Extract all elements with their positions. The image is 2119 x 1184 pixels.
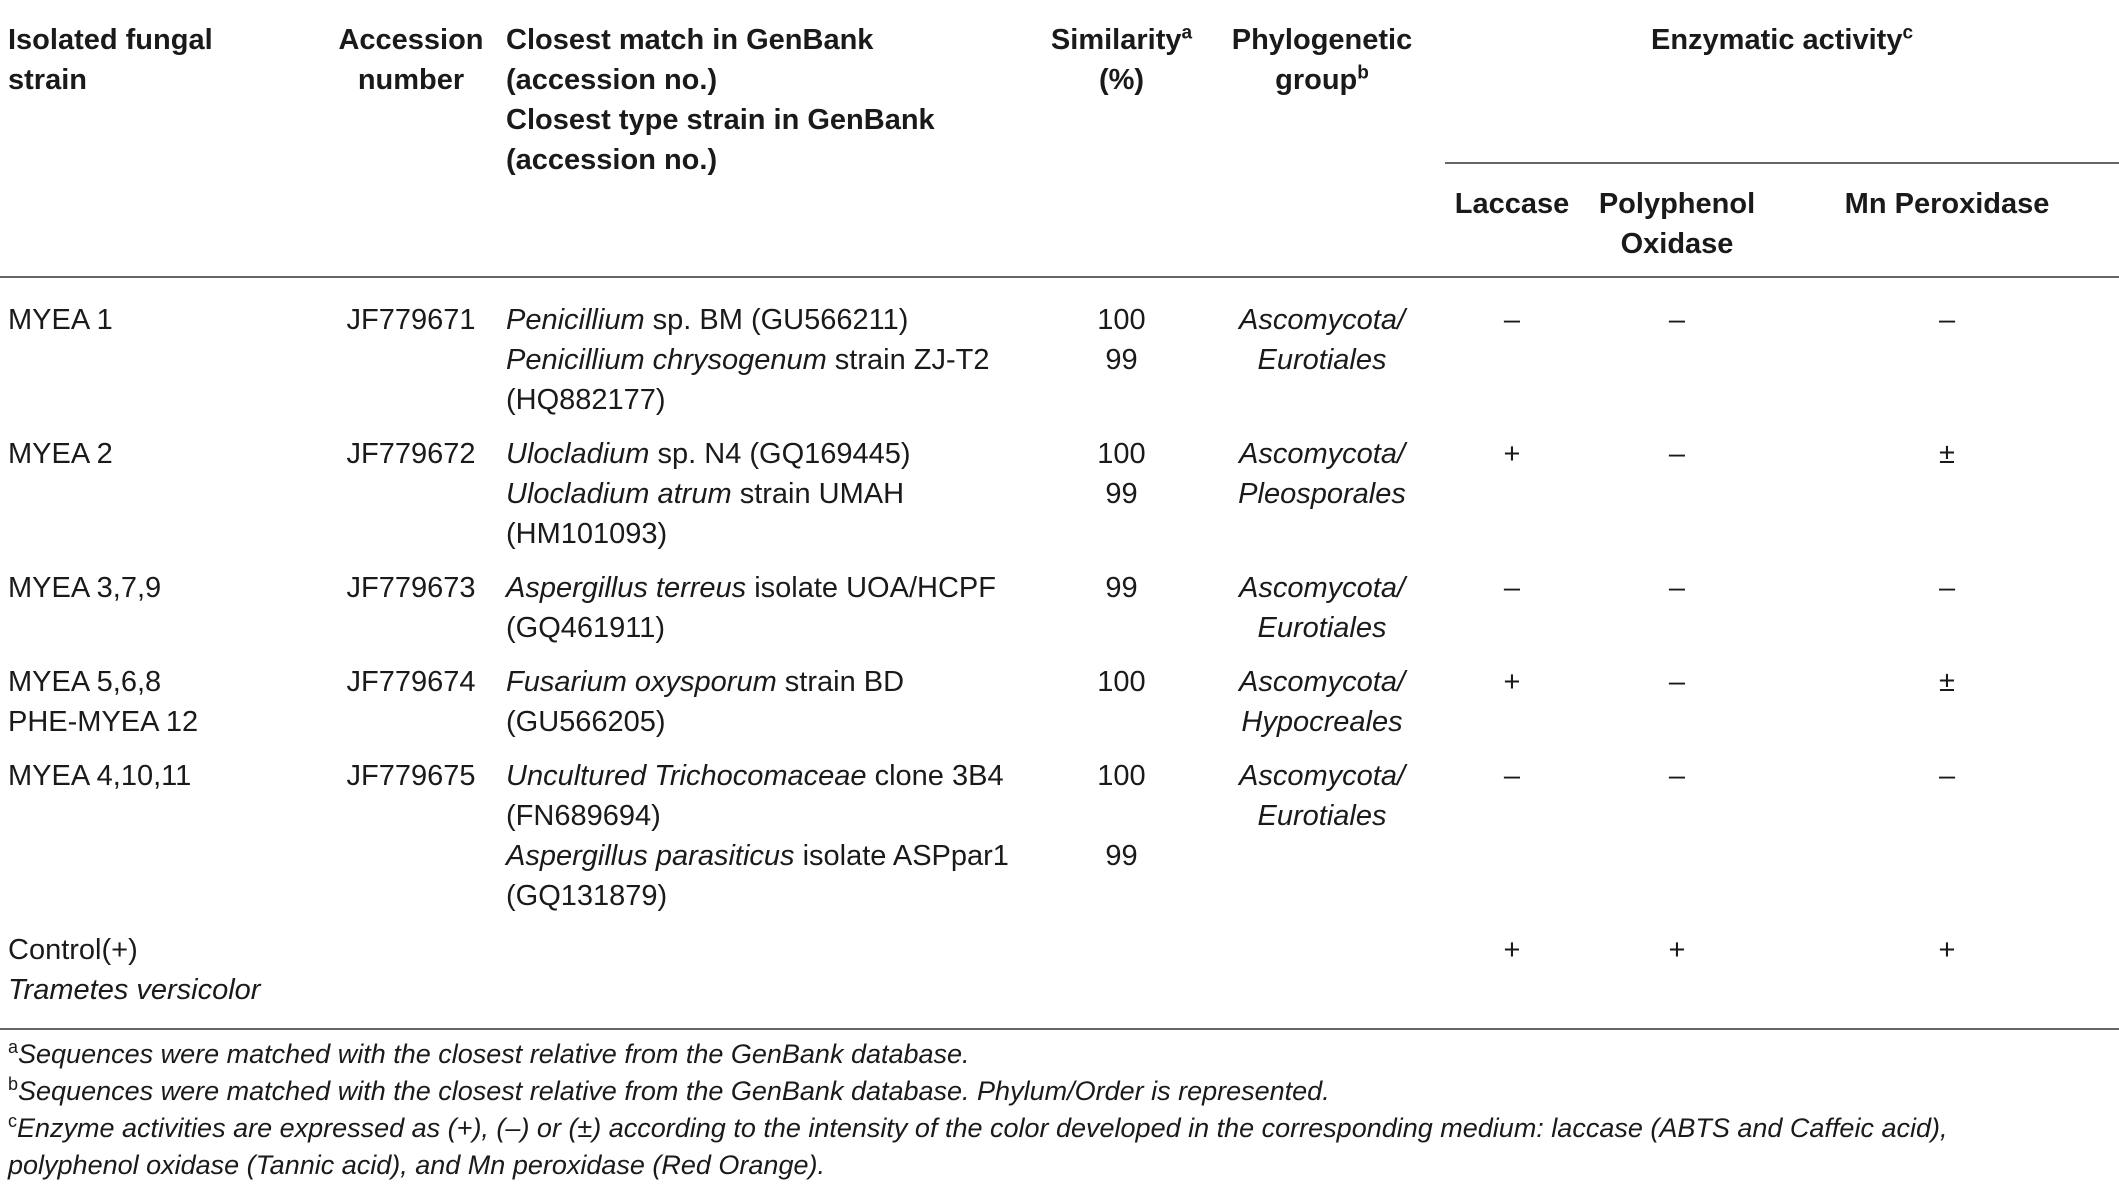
cell-polyphenol-oxidase: – xyxy=(1668,438,1686,470)
cell-similarity: 100 xyxy=(1097,666,1146,698)
cell-strain: MYEA 4,10,11 xyxy=(8,760,192,792)
table-row xyxy=(0,554,2119,648)
cell-accession: JF779671 xyxy=(346,304,476,336)
table-row xyxy=(0,916,2119,1010)
cell-closest-match: Fusarium oxysporum strain BD (GU566205) xyxy=(506,666,905,738)
cell-phylogenetic-group: Ascomycota/ Eurotiales xyxy=(1239,760,1405,832)
cell-strain: MYEA 1 xyxy=(8,304,113,336)
cell-phylogenetic-group xyxy=(1199,916,1445,1010)
cell-polyphenol-oxidase: + xyxy=(1668,934,1686,966)
table-row xyxy=(0,648,2119,742)
cell-mn-peroxidase: ± xyxy=(1939,666,1955,698)
header-accession: Accession number xyxy=(338,24,484,96)
cell-mn-peroxidase: – xyxy=(1938,572,1956,604)
cell-laccase: – xyxy=(1503,304,1521,336)
cell-closest-match: Ulocladium sp. N4 (GQ169445) Ulocladium atrum strain UMAH (HM101093) xyxy=(506,438,911,550)
header-mn-peroxidase: Mn Peroxidase xyxy=(1775,163,2119,277)
cell-polyphenol-oxidase: – xyxy=(1668,572,1686,604)
cell-similarity: 99 xyxy=(1105,572,1138,604)
cell-accession xyxy=(316,916,506,1010)
cell-accession: JF779673 xyxy=(346,572,476,604)
cell-laccase: – xyxy=(1503,760,1521,792)
header-laccase: Laccase xyxy=(1445,163,1579,277)
cell-similarity: 100 99 xyxy=(1097,304,1146,376)
footnote-c-continued: polyphenol oxidase (Tannic acid), and Mn peroxidase (Red Orange). xyxy=(8,1150,825,1180)
header-closest-match: Closest match in GenBank (accession no.) Closest type strain in GenBank (accession no.) xyxy=(506,24,935,176)
cell-phylogenetic-group: Ascomycota/ Eurotiales xyxy=(1239,304,1405,376)
table-row xyxy=(0,742,2119,916)
cell-phylogenetic-group: Ascomycota/ Eurotiales xyxy=(1239,572,1405,644)
header-polyphenol-oxidase: Polyphenol Oxidase xyxy=(1579,163,1775,277)
cell-strain: MYEA 5,6,8 PHE-MYEA 12 xyxy=(8,666,199,738)
header-similarity: Similarity$^a$ (%) xyxy=(1050,22,1193,96)
header-row xyxy=(0,0,2119,163)
cell-polyphenol-oxidase: – xyxy=(1668,304,1686,336)
cell-phylogenetic-group: Ascomycota/ Pleosporales xyxy=(1238,438,1406,510)
cell-polyphenol-oxidase: – xyxy=(1668,760,1686,792)
cell-mn-peroxidase: – xyxy=(1938,304,1956,336)
cell-phylogenetic-group: Ascomycota/ Hypocreales xyxy=(1239,666,1405,738)
footnote-b: $^b$Sequences were matched with the closest relative from the GenBank database. Phylum/Order is represented. xyxy=(8,1074,1330,1106)
cell-accession: JF779674 xyxy=(346,666,476,698)
cell-accession: JF779675 xyxy=(346,760,476,792)
cell-polyphenol-oxidase: – xyxy=(1668,666,1686,698)
cell-mn-peroxidase: ± xyxy=(1939,438,1955,470)
cell-laccase: – xyxy=(1503,572,1521,604)
footnote-c: $^c$Enzyme activities are expressed as (+), (–) or (±) according to the intensity of the color developed in the corresponding medium: laccase (ABTS and Caffeic acid), xyxy=(8,1111,1948,1143)
cell-similarity: 100 99 xyxy=(1097,760,1146,872)
cell-similarity xyxy=(1044,916,1199,1010)
cell-strain: MYEA 3,7,9 xyxy=(8,572,162,604)
cell-closest-match: Aspergillus terreus isolate UOA/HCPF (GQ461911) xyxy=(506,572,996,644)
table-footnotes xyxy=(0,1028,2119,1184)
cell-laccase: + xyxy=(1503,666,1521,698)
cell-laccase: + xyxy=(1503,438,1521,470)
cell-mn-peroxidase: + xyxy=(1938,934,1956,966)
cell-similarity: 100 99 xyxy=(1097,438,1146,510)
table-row xyxy=(0,277,2119,420)
cell-accession: JF779672 xyxy=(346,438,476,470)
footnote-a: $^a$Sequences were matched with the closest relative from the GenBank database. xyxy=(8,1037,970,1069)
cell-strain: MYEA 2 xyxy=(8,438,113,470)
cell-closest-match xyxy=(506,916,1044,1010)
cell-mn-peroxidase: – xyxy=(1938,760,1956,792)
cell-closest-match: Penicillium sp. BM (GU566211) Penicillium chrysogenum strain ZJ-T2 (HQ882177) xyxy=(506,304,990,416)
header-strain: Isolated fungal strain xyxy=(8,24,213,96)
header-enzymatic-activity: Enzymatic activity$^c$ xyxy=(1651,22,1914,56)
cell-strain: Control(+) Trametes versicolor xyxy=(8,934,261,1006)
header-phylogenetic-group: Phylogenetic group$^b$ xyxy=(1231,24,1413,96)
cell-closest-match: Uncultured Trichocomaceae clone 3B4 (FN689694) Aspergillus parasiticus isolate ASPpar1 (GQ131879) xyxy=(506,760,1009,912)
table-row xyxy=(0,420,2119,554)
cell-laccase: + xyxy=(1503,934,1521,966)
